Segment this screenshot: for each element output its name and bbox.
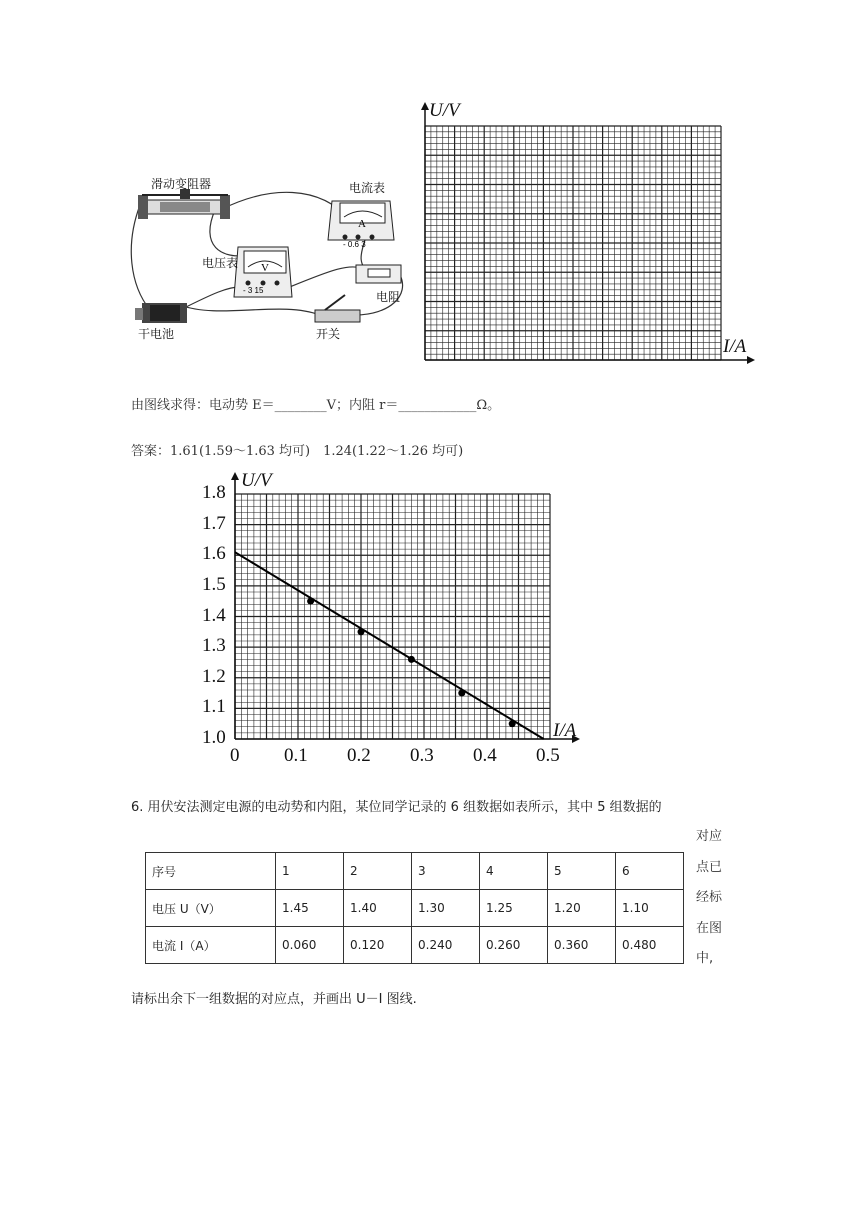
table-cell: 1.25 — [480, 890, 548, 927]
chart-x-axis-label: I/A — [553, 720, 577, 741]
table-cell: 电压 U（V） — [146, 890, 276, 927]
y-tick-label: 1.3 — [202, 635, 226, 657]
y-tick-label: 1.0 — [202, 727, 226, 748]
table-cell: 0.360 — [548, 927, 616, 964]
q6-side-text — [696, 822, 736, 975]
voltmeter-symbol: V — [261, 262, 269, 274]
rheostat-label: 滑动变阻器 — [151, 177, 212, 191]
table-cell: 1.45 — [276, 890, 344, 927]
ammeter-terminals: - 0.6 3 — [343, 240, 366, 249]
table-cell: 6 — [616, 853, 684, 890]
table-row — [146, 890, 684, 927]
data-point — [358, 628, 365, 635]
table-row — [146, 927, 684, 964]
q6-table-wrap — [145, 852, 684, 964]
blank-y-arrow — [421, 102, 429, 110]
y-tick-label: 1.1 — [202, 696, 226, 718]
resistor-label: 电阻 — [376, 290, 401, 304]
side-text-line: 经标 — [696, 890, 723, 905]
table-cell: 3 — [412, 853, 480, 890]
table-cell: 4 — [480, 853, 548, 890]
voltmeter-label: 电压表 — [202, 256, 239, 270]
data-point — [307, 598, 314, 605]
battery-label: 干电池 — [138, 327, 175, 341]
table-cell: 0.060 — [276, 927, 344, 964]
resistor-icon — [356, 265, 401, 283]
table-cell: 1 — [276, 853, 344, 890]
x-tick-label: 0.5 — [536, 745, 560, 766]
table-cell: 序号 — [146, 853, 276, 890]
blank-graph-grid — [405, 98, 760, 370]
table-cell: 0.120 — [344, 927, 412, 964]
rheostat-icon — [138, 189, 230, 219]
table-header-row — [146, 853, 684, 890]
ammeter-label: 电流表 — [349, 181, 386, 195]
battery-icon — [135, 303, 187, 323]
blank-x-axis-label: I/A — [723, 336, 747, 357]
table-cell: 0.240 — [412, 927, 480, 964]
q6-table — [145, 852, 684, 964]
q6-text: 6. 用伏安法测定电源的电动势和内阻，某位同学记录的 6 组数据如表所示，其中 5 组数据的 — [131, 800, 662, 815]
blank-graph — [405, 98, 760, 370]
x-tick-label: 0.1 — [284, 745, 308, 766]
x-tick-label: 0.4 — [473, 745, 497, 766]
answer-chart-svg — [195, 468, 595, 770]
y-tick-label: 1.2 — [202, 665, 226, 687]
table-cell: 0.260 — [480, 927, 548, 964]
circuit-figure — [120, 165, 410, 350]
x-tick-label: 0.3 — [410, 745, 434, 766]
side-text-line: 在图 — [696, 920, 723, 936]
table-cell: 1.30 — [412, 890, 480, 927]
x-tick-label: 0 — [230, 745, 240, 766]
voltmeter-icon — [234, 247, 292, 297]
q6-after-text: 请标出余下一组数据的对应点，并画出 U－I 图线. — [131, 992, 417, 1007]
voltmeter-terminals: - 3 15 — [243, 286, 264, 295]
y-tick-label: 1.6 — [202, 543, 226, 565]
table-cell: 0.480 — [616, 927, 684, 964]
fit-line — [235, 552, 544, 739]
y-tick-label: 1.5 — [202, 573, 226, 595]
data-point — [458, 690, 465, 697]
blank-x-arrow — [747, 356, 755, 364]
y-tick-label: 1.4 — [202, 604, 226, 626]
y-tick-label: 1.7 — [202, 512, 226, 534]
side-text-line: 中, — [696, 951, 714, 966]
question-line: 由图线求得：电动势 E＝________V；内阻 r＝____________Ω。 — [131, 398, 501, 413]
side-text-line: 点已 — [696, 859, 723, 875]
x-tick-label: 0.2 — [347, 745, 371, 766]
data-point — [408, 656, 415, 663]
ammeter-icon — [328, 201, 394, 249]
data-point — [509, 720, 516, 727]
chart-y-arrow — [231, 472, 239, 480]
table-cell: 1.20 — [548, 890, 616, 927]
ammeter-symbol: A — [358, 218, 366, 230]
table-cell: 1.10 — [616, 890, 684, 927]
switch-icon — [315, 295, 360, 322]
switch-label: 开关 — [316, 327, 341, 341]
table-cell: 5 — [548, 853, 616, 890]
answer-chart — [195, 468, 595, 770]
table-cell: 1.40 — [344, 890, 412, 927]
y-tick-label: 1.8 — [202, 482, 226, 503]
chart-y-axis-label: U/V — [241, 470, 272, 491]
table-cell: 2 — [344, 853, 412, 890]
blank-y-axis-label: U/V — [429, 100, 460, 121]
side-text-line: 对应 — [696, 829, 723, 844]
answer-line: 答案：1.61(1.59～1.63 均可) 1.24(1.22～1.26 均可) — [131, 444, 464, 459]
table-cell: 电流 I（A） — [146, 927, 276, 964]
